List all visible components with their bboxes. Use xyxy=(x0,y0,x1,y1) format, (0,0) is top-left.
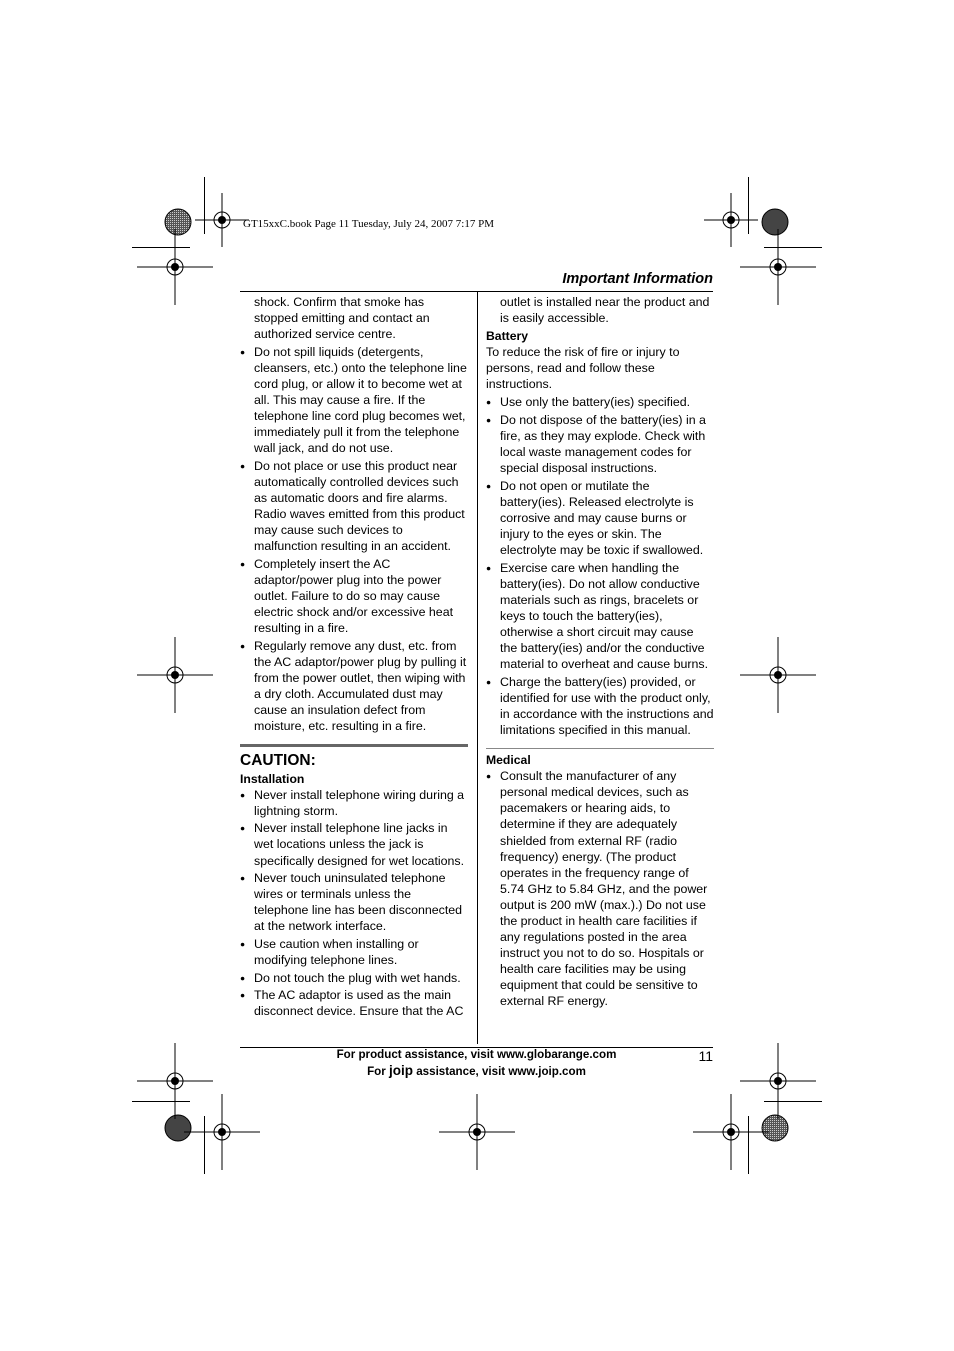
file-info: GT15xxC.book Page 11 Tuesday, July 24, 2007 7:17 PM xyxy=(243,218,494,230)
column-divider xyxy=(477,292,478,1044)
installation-list xyxy=(240,787,468,1020)
battery-intro: To reduce the risk of fire or injury to persons, read and follow these instructions. xyxy=(486,344,680,391)
list-item: ● Charge the battery(ies) provided, or identified for use with the product only, in accordance with the instructions and limitations specified in this manual. xyxy=(486,674,714,738)
continued-text: shock. Confirm that smoke has stopped emitting and contact an authorized service centre. xyxy=(254,295,430,342)
installation-heading: Installation xyxy=(240,771,305,786)
page-number: 11 xyxy=(698,1048,713,1064)
caution-divider xyxy=(240,744,468,747)
list-item: ● Never install telephone line jacks in wet locations unless the jack is specifically designed for wet locations. xyxy=(240,820,468,868)
list-item: ● Use only the battery(ies) specified. xyxy=(486,394,714,410)
battery-heading: Battery xyxy=(486,328,528,343)
caution-title: CAUTION: xyxy=(240,751,316,769)
starburst-icon xyxy=(762,209,788,235)
starburst-icon xyxy=(762,1115,788,1141)
footer-line-2 xyxy=(240,1063,713,1078)
right-column xyxy=(486,294,714,1011)
safety-list xyxy=(240,344,468,735)
list-item: ● Do not place or use this product near automatically controlled devices such as automatic doors and fire alarms. Radio waves emitted from this product may cause such devices to malfunction resulting in an accident. xyxy=(240,458,468,555)
footer-suffix: assistance, visit www.joip.com xyxy=(413,1065,586,1078)
starburst-icon xyxy=(165,1115,191,1141)
list-item: ● Consult the manufacturer of any personal medical devices, such as pacemakers or hearing aids, to determine if they are adequately shielded from external RF (radio frequency) energy. (The product operates in the frequency range of 5.74 GHz to 5.84 GHz, and the power output is 200 mW (max.).) Do not use the product in health care facilities if any regulations posted in the area instruct you not to do so. Hospitals or health care facilities may be using equipment that could be sensitive to external RF energy. xyxy=(486,768,714,1009)
list-item: ● Do not spill liquids (detergents, cleansers, etc.) onto the telephone line cord plug, or allow it to become wet at all. This may cause a fire. If the telephone line cord plug becomes wet, immediately pull it from the telephone wall jack, and do not use. xyxy=(240,344,468,457)
medical-heading: Medical xyxy=(486,753,531,768)
list-item: ● Regularly remove any dust, etc. from the AC adaptor/power plug by pulling it from the power outlet, then wiping with a dry cloth. Accumulated dust may cause an insulation defect from moisture, etc. resulting in a fire. xyxy=(240,638,468,735)
list-item: ● Never touch uninsulated telephone wires or terminals unless the telephone line has been disconnected at the network interface. xyxy=(240,870,468,934)
medical-divider xyxy=(486,748,714,749)
continued-text: outlet is installed near the product and is easily accessible. xyxy=(500,295,710,326)
battery-list xyxy=(486,394,714,738)
list-item: ● Exercise care when handling the battery(ies). Do not allow conductive materials such as rings, bracelets or keys to touch the battery(ies), otherwise a short circuit may cause the battery(ies) and/or the conductive material to overheat and cause burns. xyxy=(486,560,714,673)
footer-prefix: For xyxy=(367,1065,389,1078)
joip-logo: joip xyxy=(389,1063,413,1078)
list-item: ● Never install telephone wiring during a lightning storm. xyxy=(240,787,468,819)
list-item: ● Completely insert the AC adaptor/power plug into the power outlet. Failure to do so may cause electric shock and/or excessive heat resulting in a fire. xyxy=(240,556,468,636)
list-item: ● Do not open or mutilate the battery(ies). Released electrolyte is corrosive and may cause burns or injury to the eyes or skin. The electrolyte may be toxic if swallowed. xyxy=(486,478,714,558)
left-column xyxy=(240,294,468,1021)
list-item: ● Do not dispose of the battery(ies) in a fire, as they may explode. Check with local waste management codes for special disposal instructions. xyxy=(486,412,714,476)
medical-list xyxy=(486,768,714,1009)
starburst-icon xyxy=(165,209,191,235)
list-item: ● Use caution when installing or modifying telephone lines. xyxy=(240,936,468,968)
footer-line-1: For product assistance, visit www.globarange.com xyxy=(336,1048,617,1061)
list-item: ● The AC adaptor is used as the main disconnect device. Ensure that the AC xyxy=(240,987,468,1019)
page-title: Important Information xyxy=(562,271,713,287)
list-item: ● Do not touch the plug with wet hands. xyxy=(240,970,468,986)
